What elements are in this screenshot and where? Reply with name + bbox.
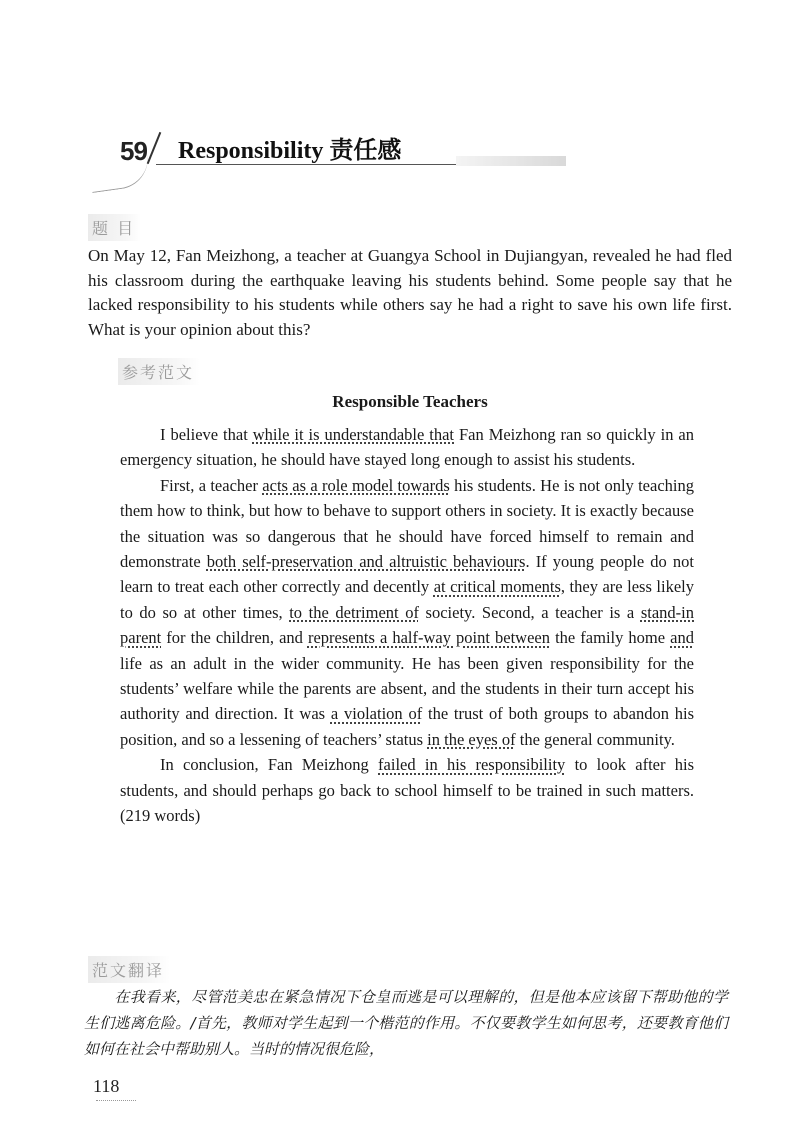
- page-mark-decoration: [96, 1100, 136, 1103]
- key-phrase: failed in his responsibility: [378, 755, 566, 775]
- essay-body: [120, 422, 694, 829]
- essay-title: Responsible Teachers: [332, 392, 488, 411]
- section-label-model-essay: 参考范文: [118, 358, 200, 385]
- chapter-header: [96, 118, 476, 188]
- key-phrase: both self-preservation and altruistic behaviours: [206, 552, 526, 572]
- essay-paragraph-3: In conclusion, Fan Meizhong failed in his responsibility to look after his students, and should perhaps go back to school himself to be trained in such matters. (219 words): [120, 755, 694, 826]
- header-rule: [156, 164, 486, 165]
- header-slash-decoration: [147, 132, 162, 164]
- page-number: 118: [93, 1076, 120, 1096]
- key-phrase: stand-in parent: [120, 602, 694, 648]
- key-phrase: acts as a role model towards: [262, 475, 450, 495]
- key-phrase: to the detriment of: [289, 602, 419, 622]
- section-label-translation: 范文翻译: [88, 956, 170, 983]
- key-phrase: a violation of: [330, 704, 423, 724]
- essay-prompt: On May 12, Fan Meizhong, a teacher at Guangya School in Dujiangyan, revealed he had fled his classroom during the earthquake leaving his students behind. Some people say that he lacked responsibility to his students while others say he had a right to save his own life first. What is your opinion about this?: [88, 246, 732, 339]
- key-phrase: represents a half-way point between: [307, 628, 550, 648]
- key-phrase: at critical moments: [433, 577, 561, 597]
- header-bar-decoration: [456, 156, 566, 166]
- key-phrase: while it is understandable that: [252, 425, 455, 444]
- essay-paragraph-1: I believe that while it is understandable that Fan Meizhong ran so quickly in an emergency situation, he should have stayed long enough to assist his students.: [120, 425, 695, 470]
- key-phrase: in the eyes of: [427, 729, 516, 749]
- chapter-title: Responsibility 责任感: [178, 138, 402, 164]
- section-label-topic: 题 目: [88, 214, 141, 241]
- key-phrase: and: [670, 628, 694, 648]
- essay-paragraph-2: First, a teacher acts as a role model towards his students. He is not only teaching them how to think, but how to behave to support others in society. It is exactly because the situation was so dangerous that he should have forced himself to remain and demonstrate both self-preservation and altruistic behaviours. If young people do not learn to treat each other correctly and decently at critical moments, they are less likely to do so at other times, to the detriment of society. Second, a teacher is a stand-in parent for the children, and represents a half-way point between the family home and life as an adult in the wider community. He has been given responsibility for the students’ welfare while the parents are absent, and the students in their turn accept his authority and direction. It was a violation of the trust of both groups to abandon his position, and so a lessening of teachers’ status in the eyes of the general community.: [120, 475, 695, 749]
- chapter-number: 59: [120, 136, 147, 166]
- essay-translation: 在我看来，尽管范美忠在紧急情况下仓皇而逃是可以理解的，但是他本应该留下帮助他的学生们逃离危险。/首先，教师对学生起到一个楷范的作用。不仅要教学生如何思考，还要教育他们如何在社会中帮助别人。当时的情况很危险，: [84, 988, 728, 1058]
